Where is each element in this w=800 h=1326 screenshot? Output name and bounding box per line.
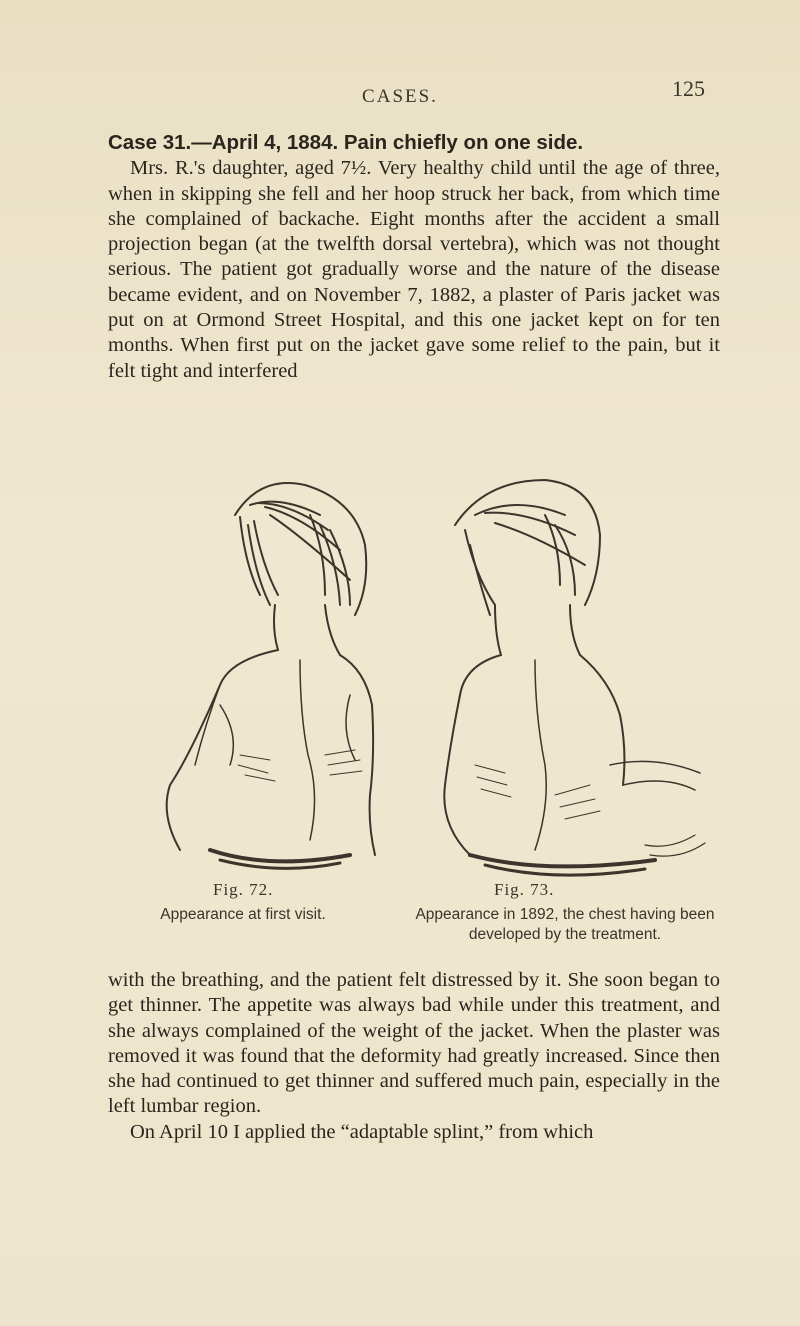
paragraph-top: Mrs. R.'s daughter, aged 7½. Very healthy child until the age of three, when in skipping she fell and her hoop struck her back, from which time she complained of backache. Eight months after the accident a small projection began (at the twelfth dorsal vertebra), which was not thought serious. The patient got gradually worse and the nature of the disease became evident, and on November 7, 1882, a plaster of Paris jacket was put on at Ormond Street Hospital, and this one jacket kept on for ten months. When first put on the jacket gave some relief to the pain, but it felt tight and interfered — [108, 157, 720, 382]
figure-72-caption: Appearance at first visit. — [160, 906, 326, 923]
paragraph-last: On April 10 I applied the “adaptable splint,” from which — [130, 1120, 594, 1143]
child-back-illustration-73 — [395, 455, 735, 885]
figure-72-illustration — [150, 455, 380, 875]
figure-73-label: Fig. 73. — [494, 880, 555, 899]
running-head: CASES. — [362, 86, 438, 107]
figure-73-caption: Appearance in 1892, the chest having been developed by the treatment. — [415, 906, 715, 943]
bottom-text — [108, 968, 720, 1145]
child-back-illustration-72 — [150, 455, 380, 875]
paragraph-bottom: with the breathing, and the patient felt distressed by it. She soon began to get thinner. The appetite was always bad while under this treatment, and she always complained of the weight of the jacket. When the plaster was removed it was found that the deformity had greatly increased. Since then she had continued to get thinner and suffered much pain, especially in the left lumbar region. — [108, 969, 720, 1118]
figure-73-illustration — [395, 455, 735, 885]
page-number: 125 — [672, 76, 705, 101]
figure-72-label: Fig. 72. — [213, 880, 274, 899]
case-heading: Case 31.—April 4, 1884. Pain chiefly on one side. — [108, 131, 584, 154]
top-text — [108, 130, 720, 384]
